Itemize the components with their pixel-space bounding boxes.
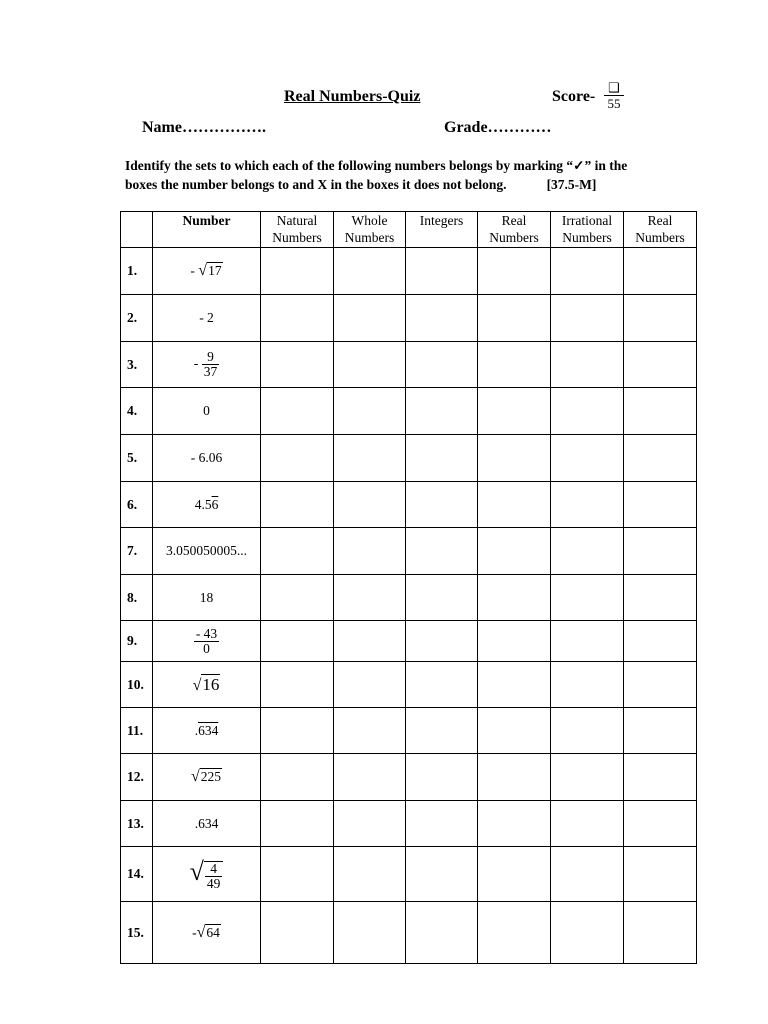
- answer-box-natural[interactable]: [261, 621, 334, 662]
- table-row: [121, 575, 697, 621]
- quiz-table: [120, 211, 697, 964]
- answer-box-irrational[interactable]: [551, 248, 624, 295]
- radical-icon: √: [198, 262, 208, 279]
- denominator: 37: [203, 364, 218, 379]
- sign: -: [192, 924, 197, 940]
- answer-box-real-2[interactable]: [624, 435, 697, 482]
- number-value: .634: [153, 801, 261, 847]
- table-row: [121, 248, 697, 295]
- answer-box-natural[interactable]: [261, 528, 334, 575]
- number-value: - 2: [153, 295, 261, 342]
- answer-box-real[interactable]: [478, 482, 551, 528]
- row-number: 2.: [121, 295, 153, 342]
- radicand: 64: [206, 924, 220, 940]
- answer-box-real[interactable]: [478, 662, 551, 708]
- header-integers: Integers: [406, 212, 478, 248]
- score-denominator: 55: [607, 96, 621, 111]
- answer-box-real[interactable]: [478, 342, 551, 388]
- score-fraction: [604, 80, 624, 111]
- answer-box-real[interactable]: [478, 528, 551, 575]
- answer-box-real-2[interactable]: [624, 801, 697, 847]
- fraction: [205, 862, 223, 891]
- numerator: - 43: [195, 625, 218, 641]
- number-value: [153, 662, 261, 708]
- row-number: 11.: [121, 708, 153, 754]
- row-number: 1.: [121, 248, 153, 295]
- answer-box-irrational[interactable]: [551, 902, 624, 964]
- number-value: [153, 342, 261, 388]
- number-value: [153, 754, 261, 801]
- answer-box-irrational[interactable]: [551, 662, 624, 708]
- table-row: [121, 388, 697, 435]
- grade-field: Grade…………: [444, 119, 552, 136]
- answer-box-natural[interactable]: [261, 902, 334, 964]
- radical-icon: √: [192, 676, 202, 694]
- repeating-digits: 6: [211, 496, 219, 512]
- table-row: [121, 662, 697, 708]
- answer-box-natural[interactable]: [261, 708, 334, 754]
- radicand: 17: [208, 263, 222, 278]
- number-value: 18: [153, 575, 261, 621]
- sign: -: [190, 263, 199, 278]
- answer-box-integers[interactable]: [406, 575, 478, 621]
- number-prefix: 4.5: [194, 496, 212, 512]
- number-prefix: .: [194, 722, 199, 738]
- answer-box-whole[interactable]: [334, 295, 406, 342]
- answer-box-natural[interactable]: [261, 388, 334, 435]
- radicand: 225: [200, 769, 222, 784]
- answer-box-real-2[interactable]: [624, 342, 697, 388]
- answer-box-real-2[interactable]: [624, 847, 697, 902]
- table-row: [121, 847, 697, 902]
- number-value: 3.050050005...: [153, 528, 261, 575]
- answer-box-natural[interactable]: [261, 662, 334, 708]
- denominator: 49: [206, 876, 221, 892]
- number-value: [153, 621, 261, 662]
- answer-box-irrational[interactable]: [551, 847, 624, 902]
- square-root: [197, 924, 221, 942]
- number-value: [153, 482, 261, 528]
- answer-box-natural[interactable]: [261, 575, 334, 621]
- answer-box-integers[interactable]: [406, 528, 478, 575]
- instructions-line-2: boxes the number belongs to and X in the boxes it does not belong.: [125, 177, 507, 192]
- answer-box-natural[interactable]: [261, 801, 334, 847]
- numerator: 9: [202, 350, 220, 365]
- square-root: [198, 262, 222, 280]
- instructions-line-1: Identify the sets to which each of the following numbers belongs by marking “✓” in the: [125, 158, 628, 173]
- answer-box-integers[interactable]: [406, 435, 478, 482]
- answer-box-natural[interactable]: [261, 248, 334, 295]
- answer-box-real-2[interactable]: [624, 482, 697, 528]
- repeating-digits: 634: [198, 722, 219, 738]
- answer-box-real-2[interactable]: [624, 248, 697, 295]
- answer-box-integers[interactable]: [406, 847, 478, 902]
- answer-box-integers[interactable]: [406, 708, 478, 754]
- answer-box-natural[interactable]: [261, 754, 334, 801]
- answer-box-irrational[interactable]: [551, 801, 624, 847]
- answer-box-irrational[interactable]: [551, 621, 624, 662]
- name-field: Name…………….: [142, 119, 266, 136]
- row-number: 5.: [121, 435, 153, 482]
- header-whole: Whole Numbers: [334, 212, 406, 248]
- answer-box-whole[interactable]: [334, 662, 406, 708]
- answer-box-real-2[interactable]: [624, 662, 697, 708]
- score-label: Score-: [552, 88, 596, 105]
- answer-box-whole[interactable]: [334, 482, 406, 528]
- number-value: [153, 847, 261, 902]
- row-number: 9.: [121, 621, 153, 662]
- answer-box-whole[interactable]: [334, 801, 406, 847]
- answer-box-real[interactable]: [478, 388, 551, 435]
- denominator: 0: [203, 640, 210, 656]
- answer-box-whole[interactable]: [334, 435, 406, 482]
- header-index: [121, 212, 153, 248]
- answer-box-integers[interactable]: [406, 754, 478, 801]
- table-row: [121, 621, 697, 662]
- answer-box-whole[interactable]: [334, 902, 406, 964]
- radical-icon: √: [196, 923, 206, 941]
- answer-box-real-2[interactable]: [624, 708, 697, 754]
- row-number: 3.: [121, 342, 153, 388]
- row-number: 8.: [121, 575, 153, 621]
- answer-box-integers[interactable]: [406, 295, 478, 342]
- numerator: 4: [205, 862, 223, 877]
- sign: -: [193, 355, 202, 371]
- answer-box-whole[interactable]: [334, 575, 406, 621]
- square-root: [191, 768, 222, 786]
- answer-box-natural[interactable]: [261, 847, 334, 902]
- answer-box-real[interactable]: [478, 295, 551, 342]
- number-value: [153, 248, 261, 295]
- answer-box-real-2[interactable]: [624, 575, 697, 621]
- answer-box-irrational[interactable]: [551, 295, 624, 342]
- answer-box-natural[interactable]: [261, 342, 334, 388]
- row-number: 6.: [121, 482, 153, 528]
- table-row: [121, 295, 697, 342]
- radical-icon: √: [189, 856, 204, 886]
- row-number: 7.: [121, 528, 153, 575]
- number-value: [153, 708, 261, 754]
- answer-box-integers[interactable]: [406, 482, 478, 528]
- table-row: [121, 528, 697, 575]
- answer-box-real[interactable]: [478, 575, 551, 621]
- table-row: [121, 801, 697, 847]
- answer-box-irrational[interactable]: [551, 528, 624, 575]
- header-number: Number: [153, 212, 261, 248]
- answer-box-real[interactable]: [478, 621, 551, 662]
- square-root: [190, 857, 224, 892]
- answer-box-whole[interactable]: [334, 708, 406, 754]
- answer-box-integers[interactable]: [406, 388, 478, 435]
- table-row: [121, 902, 697, 964]
- table-row: [121, 482, 697, 528]
- answer-box-irrational[interactable]: [551, 482, 624, 528]
- answer-box-real[interactable]: [478, 754, 551, 801]
- row-number: 14.: [121, 847, 153, 902]
- answer-box-irrational[interactable]: [551, 754, 624, 801]
- row-number: 4.: [121, 388, 153, 435]
- answer-box-whole[interactable]: [334, 388, 406, 435]
- answer-box-whole[interactable]: [334, 754, 406, 801]
- table-row: [121, 708, 697, 754]
- header-real: Real Numbers: [478, 212, 551, 248]
- radicand: 16: [202, 674, 220, 694]
- answer-box-natural[interactable]: [261, 435, 334, 482]
- table-row: [121, 342, 697, 388]
- fraction: [202, 350, 220, 379]
- answer-box-integers[interactable]: [406, 902, 478, 964]
- answer-box-real[interactable]: [478, 435, 551, 482]
- number-value: 0: [153, 388, 261, 435]
- row-number: 15.: [121, 902, 153, 964]
- instructions: [125, 156, 697, 194]
- answer-box-irrational[interactable]: [551, 575, 624, 621]
- square-root: [193, 675, 221, 695]
- row-number: 10.: [121, 662, 153, 708]
- number-value: - 6.06: [153, 435, 261, 482]
- radical-icon: √: [190, 768, 200, 785]
- quiz-title: Real Numbers-Quiz: [284, 88, 421, 105]
- header-irrational: Irrational Numbers: [551, 212, 624, 248]
- answer-box-real-2[interactable]: [624, 902, 697, 964]
- answer-box-irrational[interactable]: [551, 342, 624, 388]
- answer-box-real[interactable]: [478, 847, 551, 902]
- answer-box-whole[interactable]: [334, 621, 406, 662]
- answer-box-real-2[interactable]: [624, 388, 697, 435]
- answer-box-whole[interactable]: [334, 248, 406, 295]
- answer-box-integers[interactable]: [406, 342, 478, 388]
- answer-box-real-2[interactable]: [624, 621, 697, 662]
- answer-box-real-2[interactable]: [624, 295, 697, 342]
- header-natural: Natural Numbers: [261, 212, 334, 248]
- answer-box-natural[interactable]: [261, 482, 334, 528]
- answer-box-natural[interactable]: [261, 295, 334, 342]
- answer-box-real-2[interactable]: [624, 754, 697, 801]
- table-row: [121, 754, 697, 801]
- answer-box-whole[interactable]: [334, 342, 406, 388]
- answer-box-integers[interactable]: [406, 248, 478, 295]
- radicand: [204, 861, 224, 891]
- answer-box-real[interactable]: [478, 248, 551, 295]
- answer-box-irrational[interactable]: [551, 708, 624, 754]
- answer-box-integers[interactable]: [406, 621, 478, 662]
- row-number: 13.: [121, 801, 153, 847]
- table-header-row: [121, 212, 697, 248]
- table-row: [121, 435, 697, 482]
- score-numerator: ❑: [604, 80, 624, 96]
- answer-box-real[interactable]: [478, 902, 551, 964]
- row-number: 12.: [121, 754, 153, 801]
- answer-box-integers[interactable]: [406, 662, 478, 708]
- answer-box-real-2[interactable]: [624, 528, 697, 575]
- answer-box-whole[interactable]: [334, 528, 406, 575]
- answer-box-real[interactable]: [478, 708, 551, 754]
- marks-label: [37.5-M]: [546, 177, 597, 192]
- answer-box-irrational[interactable]: [551, 435, 624, 482]
- fraction: [194, 627, 219, 656]
- header-real-2: Real Numbers: [624, 212, 697, 248]
- number-value: [153, 902, 261, 964]
- answer-box-irrational[interactable]: [551, 388, 624, 435]
- answer-box-integers[interactable]: [406, 801, 478, 847]
- answer-box-real[interactable]: [478, 801, 551, 847]
- answer-box-whole[interactable]: [334, 847, 406, 902]
